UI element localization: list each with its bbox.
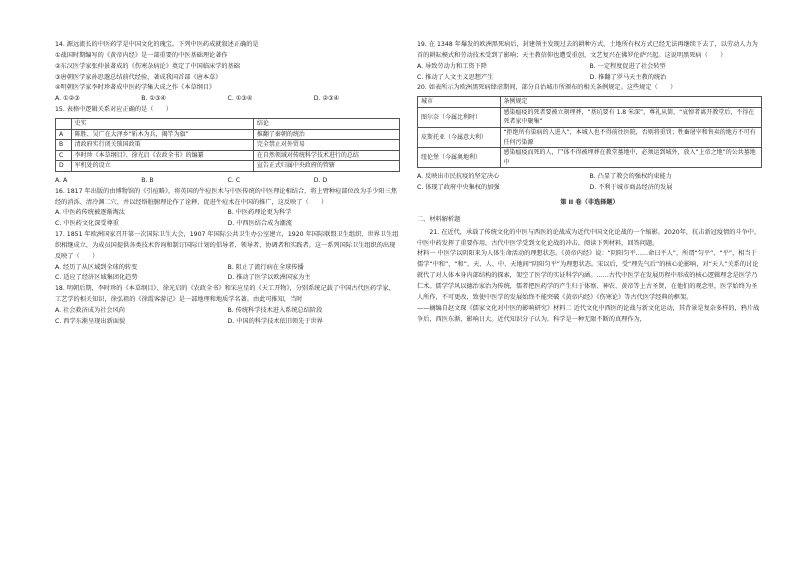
q17-stem: 17. 1851 年欧洲国家召开第一次国际卫生大会，1907 年国际公共卫生办公室建立，1920 年国际联盟卫生组织、世界卫生组织相继成立，为成员国提供各类技术咨询和制订国际计划的倡导者、领导者、协调者和实践者。这一系列国际卫生组织的出现反映了（ ） (55, 231, 399, 260)
table-cell: 清政府实行闭关锁国政策 (71, 140, 253, 151)
q20-table (417, 96, 762, 168)
right-column (417, 40, 762, 325)
q16-option-c: C. 中医药文化深受尊重 (55, 220, 119, 228)
q14-item-1: ①战国时期编写的《黄帝内经》是一部重要的中医基础理论著作 (55, 51, 228, 59)
q15-option-b: B. B (141, 176, 154, 184)
table-cell: 感染瘟疫而死的人，尸体不得被埋葬在教堂墓地中，必须运到城外，放入“上帝之地”的公共墓地中 (500, 148, 761, 168)
part-two-title: 第 II 卷（非选择题） (560, 199, 619, 207)
table-cell: “拒绝所有染病的人进入”，本城人也不得前往医院，否则将重罚；牲畜屠宰和售卖的地方不可有任何污染源 (500, 128, 761, 148)
table-cell: 陈胜、吴广在大泽乡“斩木为兵，揭竿为旗” (71, 129, 253, 140)
q20-option-b: B. 凸显了教会的强权约束能力 (589, 173, 672, 181)
section-title: 二、材料解析题 (417, 215, 461, 223)
q18-option-d: D. 中国的科学技术依旧领先于世界 (227, 317, 323, 325)
q18-stem: 18. 明朝后期，李时珍的《本草纲目》、徐光启的《农政全书》和宋应星的《天工开物》，分别系统记载了中国古代医药学家、工艺学的相关知识，徐弘祖的《徐霞客游记》是一部地理和地质学名著。由此可推知，当时 (55, 285, 395, 304)
q19-options (417, 62, 762, 84)
q16-options (55, 208, 400, 230)
table-header-blank (56, 118, 72, 129)
q20-stem: 20. 如表所示为欧洲黑死病肆虐期间，部分自治城市所颁布的相关条例规定。这些规定（ ） (417, 84, 677, 92)
q14-item-3: ③唐朝医学家孙思邈总结前代经验，著成我国首部《唐本草》 (55, 73, 222, 81)
q14-option-a: A. ①②③ (55, 95, 80, 103)
table-cell: D (56, 161, 72, 172)
q15-option-a: A. A (55, 176, 68, 184)
table-cell: 图尔奈（今属比利时） (418, 107, 501, 127)
q19-stem: 19. 在 1348 年爆发的欧洲黑死病后，封建领主发现过去的耕种方式、土地所有权方式已经无法再继续下去了，以劳动人力为首的耕耘模式和劳动技术受到了影响；天主教信仰也遭受重创，文艺复兴在佛罗伦萨兴起。这说明黑死病（ ） (417, 41, 758, 59)
q21-material-two: ——摘编自赵文琛《儒家文化对中医的影响研究》材料二 近代文化中西医的论战与新文化运动，其背景是复杂多样的，鸦片战争后，西医东渐，影响日大。近代知识分子认为，科学是一种无限不断的真理作为， (417, 304, 760, 323)
table-row (418, 128, 762, 148)
q17-option-d: D. 推动了医学以欧洲国家为主 (227, 274, 311, 282)
table-cell: 推翻了秦朝的统治 (253, 129, 399, 140)
q14-stem: 14. 源远流长的中医药学是中国文化的瑰宝。下列中医药成就叙述正确的是 (55, 41, 259, 48)
table-row (418, 148, 762, 168)
q15-stem: 15. 表格中逻辑关系对应正确的是（ ） (55, 106, 172, 114)
table-cell: 军机处的设立 (71, 161, 253, 172)
q14-item-4: ④明朝医学家李时珍著成中医药学集大成之作《本草纲目》 (55, 84, 216, 92)
table-cell: C (56, 150, 72, 161)
q18-options (55, 306, 400, 328)
q16-option-d: D. 中西医结合成为潮流 (227, 220, 292, 228)
table-row (418, 107, 762, 127)
table-row (56, 140, 400, 151)
q19-option-c: C. 推动了人文主义思想产生 (417, 73, 494, 81)
q21-material-one: 材料一 中医学以阴阳来为人体生命活动的理想状态。《黄帝内经》说：“阴阳匀平……命曰平人”，所谓“匀平”、“平”，相当于儒学“中和”、“和”，天、人、中、天地间“阴阳匀平”为理想状态。宋以后，受“理先气后”的核心论影响，对“天人”关系的讨论就代了对人体本身内部结构的探索，架空了医学的实证科学内涵。……古代中医学在发展历程中形成的核心逻辑理念是医学乃仁术。儒学学风以德治家治为传统，儒者把医药学的产生归于体察、神农、黄帝等上古圣贤，在他们的观念里，医学始终为圣人所作，不可更改，致使中医学的发展始终不能突破《黄帝内经》《伤寒论》等古代医学经典的框架。 (417, 250, 759, 301)
table-cell: 在自然领域对传统科学技术进行的总结 (253, 150, 399, 161)
q14-option-c: C. ①③④ (227, 95, 253, 103)
q15-options (55, 176, 400, 187)
table-cell: 感染瘟疫的死者要被立刻埋葬，“基坑要有 1.8 米深”，尊礼从简，“哀悼者离开教堂后，不得在死者家中聚集” (500, 107, 761, 127)
q21-intro: 21. 在近代，承载了传统文化的中医与西医的论战成为近代中国文化论战的一个缩影。2020年，抗击新冠疫情的斗争中，中医中药发挥了重要作用，古代中医学受到文化论战的冲击，阅读下列材料，回答问题。 (417, 228, 761, 247)
q17-option-a: A. 经历了从区域到全球的转变 (55, 263, 138, 271)
q17-option-c: C. 适应了经济区域集团化趋势 (55, 274, 138, 282)
q20-option-c: C. 体现了政府中央集权的加强 (417, 184, 500, 192)
q17-option-b: B. 阻止了流行病在全球传播 (227, 263, 304, 271)
table-row (56, 129, 400, 140)
table-header-row (56, 118, 400, 129)
q18-option-a: A. 社会救济成为社会风尚 (55, 307, 125, 314)
q17-options (55, 263, 400, 285)
q14-item-2: ②东汉医学家张仲景著成的《伤寒杂病论》奠定了中国临床学的基础 (55, 62, 240, 70)
table-row (56, 161, 400, 172)
q14-options (55, 94, 400, 105)
q20-option-a: A. 反映出市民抗疫的坚定决心 (417, 173, 500, 181)
q14-option-d: D. ②③④ (313, 95, 340, 103)
q15-option-c: C. C (227, 176, 241, 184)
q16-stem: 16. 1817 年出版的由博物馆的《引痘略》，将英国的牛痘医术与中医传统的中医理论相结合，将上臂种痘部位改为手少阳三焦经的消泺、清冷渊二穴，并以经络脏腑理论作了诠释，促进牛痘术在中国的推广，这反映了（ ） (55, 187, 397, 206)
table-header: 史实 (71, 118, 253, 129)
table-cell: 纽伦堡（今属奥地利） (418, 148, 501, 168)
table-header: 城市 (418, 97, 501, 108)
q20-options (417, 172, 762, 194)
table-header-row (418, 97, 762, 108)
left-column (55, 40, 400, 328)
q18-option-c: C. 西学东渐呈现出新面貌 (55, 317, 126, 325)
table-cell: 完全禁止对外贸易 (253, 140, 399, 151)
q16-option-a: A. 中医药传统被逐渐淘汰 (55, 209, 125, 217)
table-cell: 皮斯托亚（今属意大利） (418, 128, 501, 148)
q18-option-b: B. 传统科学技术进入系统总结阶段 (227, 307, 323, 314)
q16-option-b: B. 中医药理论更为科学 (227, 209, 292, 217)
table-row (56, 150, 400, 161)
table-header: 结论 (253, 118, 399, 129)
table-cell: A (56, 129, 72, 140)
q14-option-b: B. ①③④ (141, 95, 167, 103)
q19-option-d: D. 推翻了罗马天主教的统治 (589, 73, 667, 81)
q15-table (55, 118, 400, 172)
table-header: 条例规定 (500, 97, 761, 108)
q20-option-d: D. 不利于城市商品经济的发展 (589, 184, 673, 192)
q19-option-b: B. 一定程度促进了社会转型 (589, 62, 666, 70)
q15-option-d: D. D (313, 176, 328, 184)
table-cell: B (56, 140, 72, 151)
table-cell: 李时珍《本草纲目》、徐光启《农政全书》的编纂 (71, 150, 253, 161)
q19-option-a: A. 导致劳动力和工资下降 (417, 62, 487, 70)
table-cell: 宣告正式归属中央政府的管辖 (253, 161, 399, 172)
